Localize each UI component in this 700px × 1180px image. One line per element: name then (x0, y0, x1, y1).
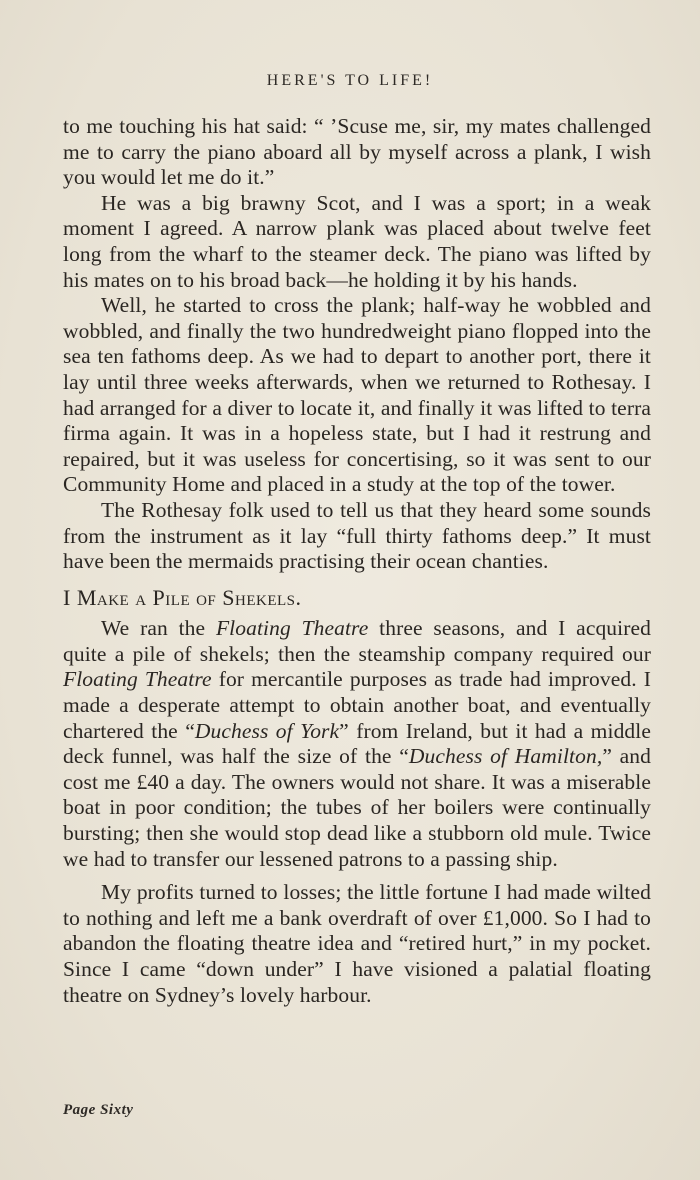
paragraph-profits-to-losses: My profits turned to losses; the little fortune I had made wilted to nothing and left me a bank overdraft of over £1,000. So I had to abandon the floating theatre idea and “retired hurt,” in my pocket. Since I came “down under” I have visioned a palatial floating theatre on Sydney’s lovely harbour. (63, 880, 651, 1007)
paragraph-rothesay-folk: The Rothesay folk used to tell us that they heard some sounds from the instrument as it lay “full thirty fathoms deep.” It must have been the mermaids practising their ocean chanties. (63, 497, 651, 574)
text-run: ” and cost me £40 a day. The owners would not share. It was a miserable boat in poor condition; the tubes of her boilers were continually bursting; then she would stop dead like a stubborn old mule. Twice we had to transfer our lessened patrons to a passing ship. (63, 744, 652, 871)
text-run: We ran the (101, 616, 216, 641)
italic-title: Floating Theatre (215, 616, 369, 641)
page-number: Page Sixty (63, 1102, 134, 1118)
paragraph-continuation: to me touching his hat said: “ ’Scuse me, sir, my mates challenged me to carry the piano aboard all by myself across a plank, I wish you would let me do it.” (63, 114, 651, 190)
italic-title: Duchess of York (194, 718, 340, 743)
section-heading: I Make a Pile of Shekels. (63, 584, 302, 610)
text-run: for mercantile purposes as trade had improved. I made a desperate attempt to obtain another boat, and eventually chartered the “ (63, 667, 652, 743)
paragraph-floating-theatre (63, 616, 651, 872)
text-run: ” from Ireland, but it had a middle deck funnel, was half the size of the “ (63, 718, 651, 769)
body-text (63, 114, 651, 1008)
paragraph-plank-crossing: Well, he started to cross the plank; half-way he wobbled and wobbled, and finally the two hundredweight piano flopped into the sea ten fathoms deep. As we had to depart to another port, there it lay until three weeks afterwards, when we returned to Rothesay. I had arranged for a diver to locate it, and finally it was lifted to terra firma again. It was in a hopeless state, but I had it restrung and repaired, but it was useless for concertising, so it was sent to our Community Home and placed in a study at the top of the tower. (63, 293, 651, 497)
running-head: HERE'S TO LIFE! (266, 72, 434, 89)
italic-title: Duchess of Hamilton, (408, 744, 603, 769)
text-run: three seasons, and I acquired quite a pile of shekels; then the steamship company required our (63, 616, 651, 666)
paragraph-brawny-scot: He was a big brawny Scot, and I was a sport; in a weak moment I agreed. A narrow plank was placed about twelve feet long from the wharf to the steamer deck. The piano was lifted by his mates on to his broad back—he holding it by his hands. (63, 190, 651, 292)
italic-title: Floating Theatre (63, 667, 212, 692)
